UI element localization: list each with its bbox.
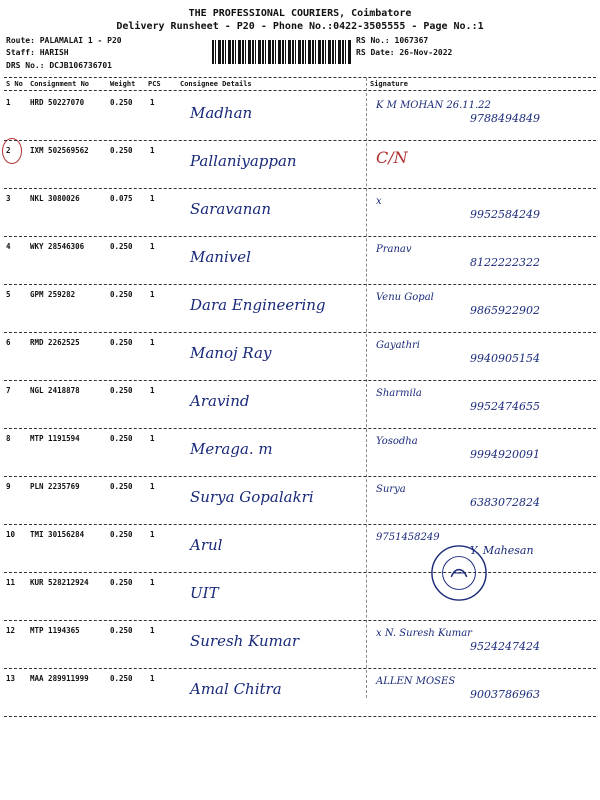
row-sno: 9 (6, 482, 11, 491)
row-sno: 11 (6, 578, 16, 587)
row-consignee-name: Arul (190, 536, 223, 554)
row-signature-phone: 6383072824 (470, 496, 540, 509)
header-rule (4, 77, 596, 78)
row-pcs: 1 (150, 146, 155, 155)
row-signature-name: Gayathri (376, 340, 420, 351)
row-signature-phone: 9952584249 (470, 208, 540, 221)
row-pcs: 1 (150, 98, 155, 107)
row-sno: 2 (6, 146, 11, 155)
row-divider (4, 668, 596, 669)
row-signature-name: K M MOHAN 26.11.22 (376, 100, 491, 111)
row-consignment-no: GPM 259282 (30, 290, 76, 299)
row-consignee-name: Madhan (190, 104, 253, 122)
row-weight: 0.075 (110, 194, 133, 203)
col-sno: S No (6, 80, 23, 88)
row-pcs: 1 (150, 482, 155, 491)
row-divider (4, 620, 596, 621)
barcode (212, 40, 352, 64)
row-sno: 1 (6, 98, 11, 107)
rs-date: RS Date: 26-Nov-2022 (356, 48, 453, 57)
row-pcs: 1 (150, 290, 155, 299)
row-consignment-no: KUR 528212924 (30, 578, 89, 587)
row-consignment-no: NGL 2418878 (30, 386, 80, 395)
header-rule-bottom (4, 90, 596, 91)
row-consignee-name: UIT (190, 584, 219, 602)
row-consignee-name: Amal Chitra (190, 680, 282, 698)
drs-label: DRS No.: DCJB106736701 (6, 61, 112, 70)
col-consignee: Consignee Details (180, 80, 252, 88)
row-divider (4, 524, 596, 525)
row-consignee-name: Dara Engineering (190, 296, 326, 314)
row-weight: 0.250 (110, 146, 133, 155)
row-pcs: 1 (150, 578, 155, 587)
row-signature-name: x (376, 196, 382, 207)
row-signature-name: x N. Suresh Kumar (376, 628, 472, 639)
row-signature-phone: 9524247424 (470, 640, 540, 653)
row-signature-name: Venu Gopal (376, 292, 434, 303)
row-divider (4, 716, 596, 717)
row-consignment-no: HRD 50227070 (30, 98, 85, 107)
institute-stamp (430, 544, 488, 602)
row-consignee-name: Meraga. m (190, 440, 273, 458)
page-subtitle: Delivery Runsheet - P20 - Phone No.:0422-3505555 - Page No.:1 (116, 21, 484, 32)
col-pcs: PCS (148, 80, 161, 88)
row-signature-phone: 9003786963 (470, 688, 540, 701)
row-weight: 0.250 (110, 674, 133, 683)
row-signature-name: ALLEN MOSES (376, 676, 456, 687)
row-consignee-name: Pallaniyappan (190, 152, 297, 170)
row-consignment-no: IXM 502569562 (30, 146, 89, 155)
row-signature-phone: 9952474655 (470, 400, 540, 413)
staff-label: Staff: HARISH (6, 48, 69, 57)
row-divider (4, 236, 596, 237)
row-signature-name: C/N (376, 148, 408, 167)
row-signature-phone: 9865922902 (470, 304, 540, 317)
row-sno: 13 (6, 674, 16, 683)
row-signature-name: Sharmila (376, 388, 422, 399)
row-weight: 0.250 (110, 434, 133, 443)
row-consignee-name: Manoj Ray (190, 344, 272, 362)
row-consignment-no: MTP 1194365 (30, 626, 80, 635)
row-sno: 10 (6, 530, 16, 539)
row-signature-phone: 9940905154 (470, 352, 540, 365)
row-pcs: 1 (150, 386, 155, 395)
row-signature-phone: Y. Mahesan (470, 544, 534, 557)
row-consignee-name: Saravanan (190, 200, 272, 218)
row-weight: 0.250 (110, 98, 133, 107)
col-signature: Signature (370, 80, 408, 88)
row-consignee-name: Suresh Kumar (190, 632, 299, 650)
row-weight: 0.250 (110, 338, 133, 347)
row-sno: 5 (6, 290, 11, 299)
row-signature-phone: 8122222322 (470, 256, 540, 269)
row-signature-phone: 9788494849 (470, 112, 540, 125)
row-consignment-no: RMD 2262525 (30, 338, 80, 347)
row-weight: 0.250 (110, 482, 133, 491)
row-sno: 12 (6, 626, 16, 635)
row-consignment-no: PLN 2235769 (30, 482, 80, 491)
row-consignee-name: Manivel (190, 248, 251, 266)
row-divider (4, 572, 596, 573)
row-signature-name: Pranav (376, 244, 412, 255)
row-consignee-name: Aravind (190, 392, 250, 410)
row-divider (4, 284, 596, 285)
row-pcs: 1 (150, 674, 155, 683)
row-pcs: 1 (150, 194, 155, 203)
row-consignment-no: NKL 3080026 (30, 194, 80, 203)
row-consignment-no: WKY 28546306 (30, 242, 85, 251)
row-pcs: 1 (150, 626, 155, 635)
col-consignment: Consignment No (30, 80, 90, 88)
row-sno: 3 (6, 194, 11, 203)
red-circle-mark (2, 138, 22, 164)
col-weight: Weight (110, 80, 136, 88)
row-divider (4, 188, 596, 189)
route-label: Route: PALAMALAI 1 - P20 (6, 36, 122, 45)
row-weight: 0.250 (110, 386, 133, 395)
row-signature-name: 9751458249 (376, 532, 440, 543)
row-sno: 7 (6, 386, 11, 395)
row-divider (4, 140, 596, 141)
row-pcs: 1 (150, 242, 155, 251)
row-pcs: 1 (150, 434, 155, 443)
row-signature-phone: 9994920091 (470, 448, 540, 461)
row-weight: 0.250 (110, 578, 133, 587)
row-consignment-no: MAA 289911999 (30, 674, 89, 683)
row-pcs: 1 (150, 338, 155, 347)
row-sno: 4 (6, 242, 11, 251)
row-consignment-no: TMI 30156284 (30, 530, 85, 539)
row-signature-name: Yosodha (376, 436, 418, 447)
row-weight: 0.250 (110, 626, 133, 635)
row-sno: 6 (6, 338, 11, 347)
row-divider (4, 476, 596, 477)
row-divider (4, 380, 596, 381)
signature-column-divider (366, 78, 367, 698)
row-sno: 8 (6, 434, 11, 443)
row-weight: 0.250 (110, 530, 133, 539)
rs-number: RS No.: 1067367 (356, 36, 429, 45)
row-divider (4, 332, 596, 333)
row-weight: 0.250 (110, 290, 133, 299)
page-title: THE PROFESSIONAL COURIERS, Coimbatore (188, 8, 412, 19)
row-signature-name: Surya (376, 484, 406, 495)
row-divider (4, 428, 596, 429)
row-consignment-no: MTP 1191594 (30, 434, 80, 443)
row-weight: 0.250 (110, 242, 133, 251)
row-consignee-name: Surya Gopalakri (190, 488, 314, 506)
row-pcs: 1 (150, 530, 155, 539)
